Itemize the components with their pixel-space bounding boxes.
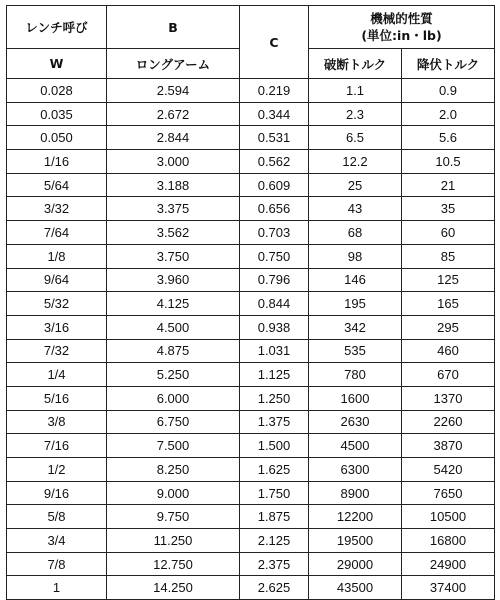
cell-yield-torque: 0.9: [402, 79, 495, 103]
cell-c: 0.219: [240, 79, 309, 103]
cell-breaking-torque: 535: [309, 339, 402, 363]
table-row: [7, 576, 495, 600]
table-row: [7, 221, 495, 245]
cell-breaking-torque: 68: [309, 221, 402, 245]
cell-wrench-size: 1/16: [7, 150, 107, 174]
cell-wrench-size: 3/4: [7, 529, 107, 553]
header-breaking-torque: 破断トルク: [309, 49, 402, 79]
cell-wrench-size: 1/8: [7, 244, 107, 268]
header-yield-torque: 降伏トルク: [402, 49, 495, 79]
cell-long-arm: 4.125: [107, 292, 240, 316]
cell-c: 2.625: [240, 576, 309, 600]
cell-c: 0.344: [240, 102, 309, 126]
table-row: [7, 410, 495, 434]
cell-wrench-size: 7/8: [7, 552, 107, 576]
cell-breaking-torque: 146: [309, 268, 402, 292]
cell-c: 0.703: [240, 221, 309, 245]
cell-long-arm: 6.750: [107, 410, 240, 434]
cell-c: 0.609: [240, 173, 309, 197]
cell-c: 1.250: [240, 386, 309, 410]
cell-wrench-size: 5/8: [7, 505, 107, 529]
cell-c: 0.796: [240, 268, 309, 292]
cell-long-arm: 5.250: [107, 363, 240, 387]
cell-yield-torque: 295: [402, 315, 495, 339]
cell-wrench-size: 1/4: [7, 363, 107, 387]
cell-c: 1.500: [240, 434, 309, 458]
cell-wrench-size: 1: [7, 576, 107, 600]
table-row: [7, 458, 495, 482]
cell-yield-torque: 21: [402, 173, 495, 197]
cell-long-arm: 4.500: [107, 315, 240, 339]
cell-wrench-size: 7/32: [7, 339, 107, 363]
cell-c: 0.656: [240, 197, 309, 221]
cell-wrench-size: 0.050: [7, 126, 107, 150]
cell-long-arm: 14.250: [107, 576, 240, 600]
cell-yield-torque: 125: [402, 268, 495, 292]
cell-c: 1.875: [240, 505, 309, 529]
header-mechanical-properties: [309, 6, 495, 49]
cell-breaking-torque: 2630: [309, 410, 402, 434]
cell-breaking-torque: 6300: [309, 458, 402, 482]
table-row: [7, 552, 495, 576]
cell-yield-torque: 5420: [402, 458, 495, 482]
cell-long-arm: 3.375: [107, 197, 240, 221]
table-row: [7, 268, 495, 292]
cell-yield-torque: 24900: [402, 552, 495, 576]
cell-yield-torque: 60: [402, 221, 495, 245]
mechanical-properties-unit: (単位:in・lb): [361, 28, 442, 43]
table-row: [7, 197, 495, 221]
mechanical-properties-title: 機械的性質: [370, 11, 433, 26]
cell-yield-torque: 2.0: [402, 102, 495, 126]
cell-long-arm: 2.672: [107, 102, 240, 126]
cell-c: 1.031: [240, 339, 309, 363]
table-row: [7, 292, 495, 316]
cell-c: 1.625: [240, 458, 309, 482]
cell-yield-torque: 37400: [402, 576, 495, 600]
table-row: [7, 315, 495, 339]
cell-c: 1.375: [240, 410, 309, 434]
cell-breaking-torque: 12200: [309, 505, 402, 529]
cell-yield-torque: 16800: [402, 529, 495, 553]
cell-wrench-size: 9/16: [7, 481, 107, 505]
cell-long-arm: 7.500: [107, 434, 240, 458]
cell-breaking-torque: 25: [309, 173, 402, 197]
header-b: B: [107, 6, 240, 49]
cell-yield-torque: 670: [402, 363, 495, 387]
cell-long-arm: 9.750: [107, 505, 240, 529]
cell-c: 2.125: [240, 529, 309, 553]
cell-c: 0.531: [240, 126, 309, 150]
table-row: [7, 244, 495, 268]
cell-breaking-torque: 4500: [309, 434, 402, 458]
header-w: W: [7, 49, 107, 79]
cell-long-arm: 12.750: [107, 552, 240, 576]
cell-wrench-size: 1/2: [7, 458, 107, 482]
cell-wrench-size: 9/64: [7, 268, 107, 292]
cell-breaking-torque: 43: [309, 197, 402, 221]
cell-yield-torque: 460: [402, 339, 495, 363]
cell-long-arm: 8.250: [107, 458, 240, 482]
spec-table-container: [6, 5, 495, 600]
cell-breaking-torque: 195: [309, 292, 402, 316]
cell-breaking-torque: 12.2: [309, 150, 402, 174]
cell-long-arm: 3.000: [107, 150, 240, 174]
cell-long-arm: 3.188: [107, 173, 240, 197]
cell-breaking-torque: 98: [309, 244, 402, 268]
cell-c: 1.125: [240, 363, 309, 387]
table-row: [7, 126, 495, 150]
cell-long-arm: 3.960: [107, 268, 240, 292]
table-row: [7, 102, 495, 126]
cell-long-arm: 9.000: [107, 481, 240, 505]
cell-long-arm: 2.594: [107, 79, 240, 103]
cell-breaking-torque: 6.5: [309, 126, 402, 150]
cell-long-arm: 3.750: [107, 244, 240, 268]
table-row: [7, 434, 495, 458]
cell-wrench-size: 5/16: [7, 386, 107, 410]
cell-long-arm: 6.000: [107, 386, 240, 410]
table-row: [7, 339, 495, 363]
table-body: [7, 79, 495, 600]
cell-long-arm: 3.562: [107, 221, 240, 245]
cell-wrench-size: 7/16: [7, 434, 107, 458]
cell-yield-torque: 10500: [402, 505, 495, 529]
cell-wrench-size: 3/8: [7, 410, 107, 434]
cell-yield-torque: 165: [402, 292, 495, 316]
cell-c: 0.938: [240, 315, 309, 339]
table-row: [7, 173, 495, 197]
cell-yield-torque: 3870: [402, 434, 495, 458]
cell-wrench-size: 3/32: [7, 197, 107, 221]
cell-wrench-size: 0.028: [7, 79, 107, 103]
cell-c: 1.750: [240, 481, 309, 505]
cell-yield-torque: 35: [402, 197, 495, 221]
cell-long-arm: 2.844: [107, 126, 240, 150]
cell-breaking-torque: 43500: [309, 576, 402, 600]
cell-breaking-torque: 29000: [309, 552, 402, 576]
cell-yield-torque: 1370: [402, 386, 495, 410]
table-header: [7, 6, 495, 79]
cell-long-arm: 11.250: [107, 529, 240, 553]
cell-yield-torque: 5.6: [402, 126, 495, 150]
table-row: [7, 150, 495, 174]
cell-yield-torque: 7650: [402, 481, 495, 505]
table-row: [7, 529, 495, 553]
cell-breaking-torque: 1600: [309, 386, 402, 410]
table-row: [7, 481, 495, 505]
cell-breaking-torque: 19500: [309, 529, 402, 553]
cell-breaking-torque: 1.1: [309, 79, 402, 103]
cell-long-arm: 4.875: [107, 339, 240, 363]
cell-c: 0.562: [240, 150, 309, 174]
cell-yield-torque: 10.5: [402, 150, 495, 174]
table-row: [7, 79, 495, 103]
cell-wrench-size: 7/64: [7, 221, 107, 245]
cell-wrench-size: 3/16: [7, 315, 107, 339]
header-c: C: [240, 6, 309, 79]
cell-yield-torque: 2260: [402, 410, 495, 434]
cell-wrench-size: 5/32: [7, 292, 107, 316]
cell-breaking-torque: 2.3: [309, 102, 402, 126]
table-row: [7, 363, 495, 387]
cell-c: 0.750: [240, 244, 309, 268]
cell-wrench-size: 0.035: [7, 102, 107, 126]
table-row: [7, 386, 495, 410]
cell-breaking-torque: 780: [309, 363, 402, 387]
cell-wrench-size: 5/64: [7, 173, 107, 197]
cell-breaking-torque: 8900: [309, 481, 402, 505]
table-row: [7, 505, 495, 529]
header-long-arm: ロングアーム: [107, 49, 240, 79]
cell-breaking-torque: 342: [309, 315, 402, 339]
spec-table: [6, 5, 495, 600]
cell-c: 0.844: [240, 292, 309, 316]
cell-yield-torque: 85: [402, 244, 495, 268]
header-wrench-size: レンチ呼び: [7, 6, 107, 49]
cell-c: 2.375: [240, 552, 309, 576]
